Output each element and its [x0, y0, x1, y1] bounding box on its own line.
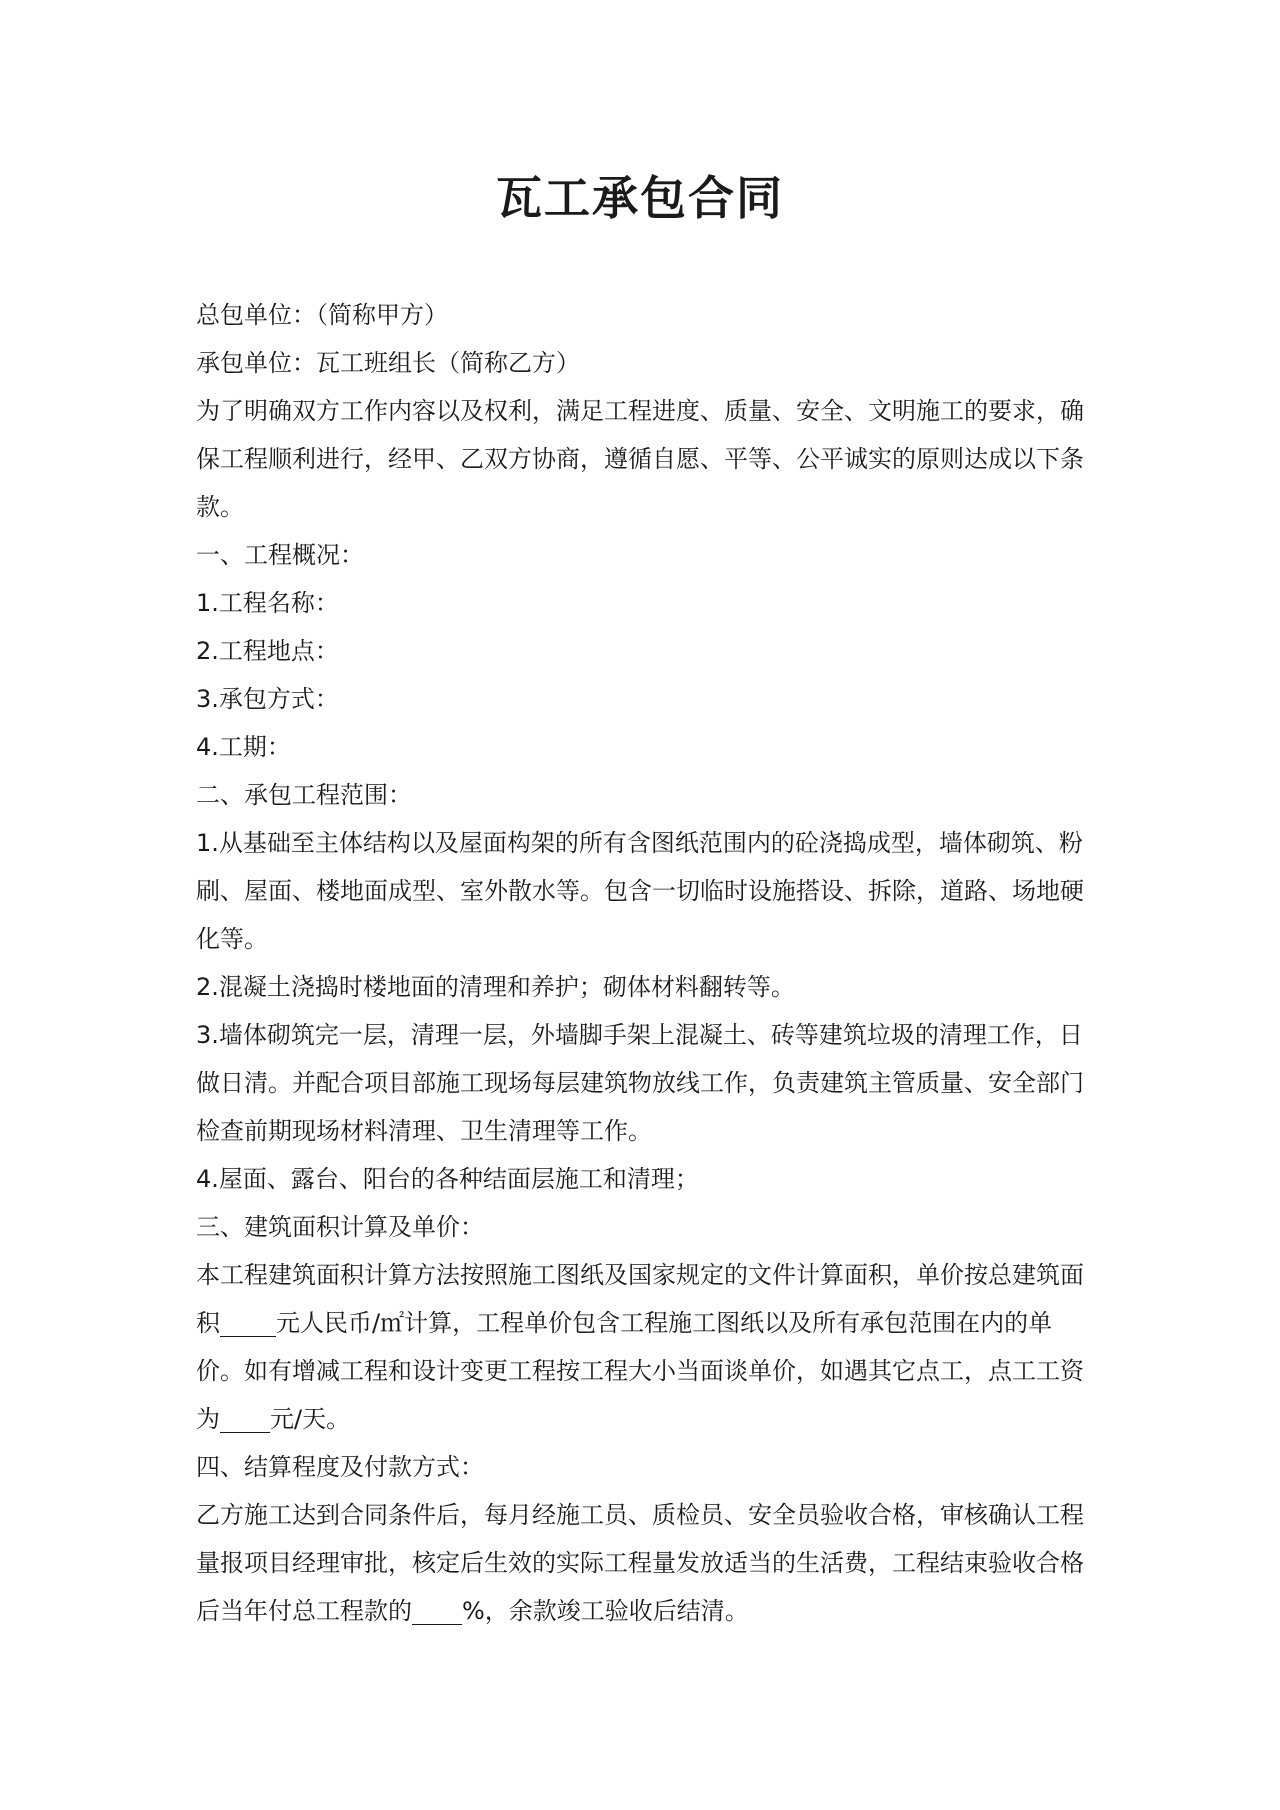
section1-item-name: 1.工程名称： — [196, 589, 339, 617]
section4-paragraph — [196, 1491, 1096, 1635]
daily-wage-blank — [220, 1402, 270, 1433]
section3-text-a: 本工程建筑面积计算方法按照施工图纸及国家规定的文件计算面积，单价按总建筑面积 — [196, 1261, 1084, 1337]
section1-item-duration: 4.工期： — [196, 733, 291, 761]
party-a-line: 总包单位：（简称甲方） — [196, 301, 448, 329]
section1-item-method: 3.承包方式： — [196, 685, 339, 713]
section2-item-1: 1.从基础至主体结构以及屋面构架的所有含图纸范围内的砼浇捣成型，墙体砌筑、粉刷、屋面、楼地面成型、室外散水等。包含一切临时设施搭设、拆除，道路、场地硬化等。 — [196, 829, 1084, 953]
section2-item-2: 2.混凝土浇捣时楼地面的清理和养护；砌体材料翻转等。 — [196, 973, 795, 1001]
section2-item-4: 4.屋面、露台、阳台的各种结面层施工和清理； — [196, 1165, 699, 1193]
section3-heading: 三、建筑面积计算及单价： — [196, 1213, 484, 1241]
section2-heading: 二、承包工程范围： — [196, 781, 412, 809]
section2-item-3: 3.墙体砌筑完一层，清理一层，外墙脚手架上混凝土、砖等建筑垃圾的清理工作，日做日清。并配合项目部施工现场每层建筑物放线工作，负责建筑主管质量、安全部门检查前期现场材料清理、卫生清理等工作。 — [196, 1021, 1084, 1145]
section3-text-c: 元/天。 — [270, 1405, 351, 1433]
party-b-line: 承包单位：瓦工班组长（简称乙方） — [196, 349, 580, 377]
payment-percent-blank — [412, 1594, 462, 1625]
section4-text-b: %，余款竣工验收后结清。 — [462, 1597, 749, 1625]
document-title: 瓦工承包合同 — [496, 171, 784, 225]
intro-paragraph: 为了明确双方工作内容以及权利，满足工程进度、质量、安全、文明施工的要求，确保工程顺利进行，经甲、乙双方协商，遵循自愿、平等、公平诚实的原则达成以下条款。 — [196, 397, 1084, 521]
document-body — [196, 291, 1096, 1635]
section4-text-a: 乙方施工达到合同条件后，每月经施工员、质检员、安全员验收合格，审核确认工程量报项目经理审批，核定后生效的实际工程量发放适当的生活费，工程结束验收合格后当年付总工程款的 — [196, 1501, 1084, 1625]
section4-heading: 四、结算程度及付款方式： — [196, 1453, 484, 1481]
section3-text-b: 元人民币/㎡计算，工程单价包含工程施工图纸以及所有承包范围在内的单价。如有增减工程和设计变更工程按工程大小当面谈单价，如遇其它点工，点工工资为 — [196, 1309, 1084, 1433]
section3-paragraph — [196, 1251, 1096, 1443]
section1-item-location: 2.工程地点： — [196, 637, 339, 665]
section1-heading: 一、工程概况： — [196, 541, 364, 569]
unit-price-blank — [220, 1306, 276, 1337]
